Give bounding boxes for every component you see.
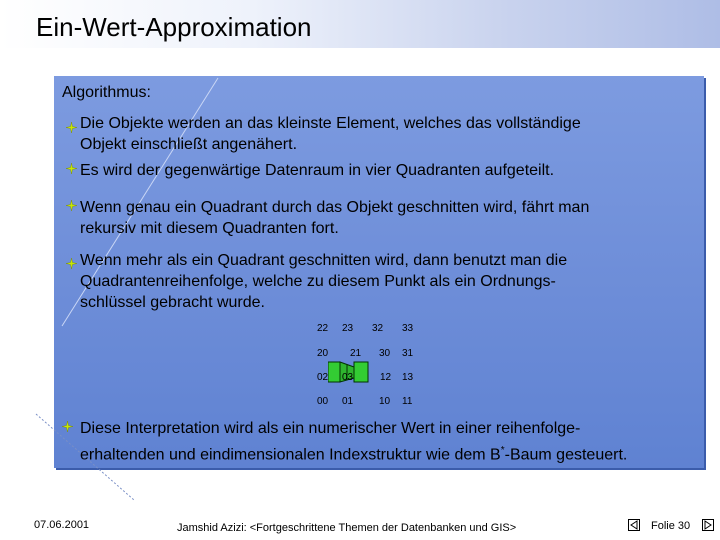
slide-title: Ein-Wert-Approximation: [36, 12, 312, 42]
bullet-star-icon: [66, 122, 77, 133]
grid-cell: 30: [379, 348, 391, 359]
grid-cell: 01: [342, 396, 354, 407]
bullet-5-line-2-after: -Baum gesteuert.: [504, 446, 628, 464]
grid-cell: 02: [317, 372, 329, 383]
bullet-5-line-2: [80, 440, 627, 465]
grid-cell: 03: [342, 372, 354, 383]
bullet-1-line-2: Objekt einschließt angenähert.: [80, 136, 298, 153]
bullet-5-line-1: Diese Interpretation wird als ein numerischer Wert in einer reihenfolge-: [80, 420, 581, 437]
bullet-1-line-1: Die Objekte werden an das kleinste Element, welches das vollständige: [80, 115, 581, 132]
grid-cell: 00: [317, 396, 329, 407]
prev-slide-icon[interactable]: [628, 519, 640, 531]
bullet-4-line-3: schlüssel gebracht wurde.: [80, 294, 265, 311]
bullet-5-line-2-before: erhaltenden und eindimensionalen Indexstruktur wie dem B: [80, 446, 501, 464]
grid-cell: 23: [342, 323, 354, 334]
bullet-star-icon: [66, 163, 77, 174]
grid-cell: 21: [350, 348, 362, 359]
grid-cell: 22: [317, 323, 329, 334]
next-slide-icon[interactable]: [702, 519, 714, 531]
grid-cell: 11: [402, 396, 413, 407]
grid-cell: 12: [380, 372, 392, 383]
bullet-3-line-1: Wenn genau ein Quadrant durch das Objekt geschnitten wird, fährt man: [80, 199, 590, 216]
footer-slide-number: Folie 30: [651, 520, 691, 532]
bullet-3-line-2: rekursiv mit diesem Quadranten fort.: [80, 220, 339, 237]
grid-cell: 32: [372, 323, 384, 334]
grid-cell: 13: [402, 372, 414, 383]
bullet-2-line-1: Es wird der gegenwärtige Datenraum in vier Quadranten aufgeteilt.: [80, 162, 555, 179]
bullet-star-icon: [66, 200, 77, 211]
footer-date: 07.06.2001: [34, 519, 90, 531]
grid-cell: 33: [402, 323, 414, 334]
grid-cell: 20: [317, 348, 329, 359]
bullet-4-line-1: Wenn mehr als ein Quadrant geschnitten wird, dann benutzt man die: [80, 252, 568, 269]
footer-title: Jamshid Azizi: <Fortgeschrittene Themen der Datenbanken und GIS>: [177, 522, 517, 534]
grid-cell: 10: [379, 396, 391, 407]
bullet-star-icon: [66, 258, 77, 269]
grid-cell: 31: [402, 348, 414, 359]
bullet-4-line-2: Quadrantenreihenfolge, welche zu diesem Punkt als ein Ordnungs-: [80, 273, 556, 290]
intro-label: Algorithmus:: [62, 84, 151, 101]
bullet-star-icon: [62, 421, 73, 432]
bullet-5-superscript: *: [500, 445, 505, 456]
object-shape: [328, 360, 380, 384]
